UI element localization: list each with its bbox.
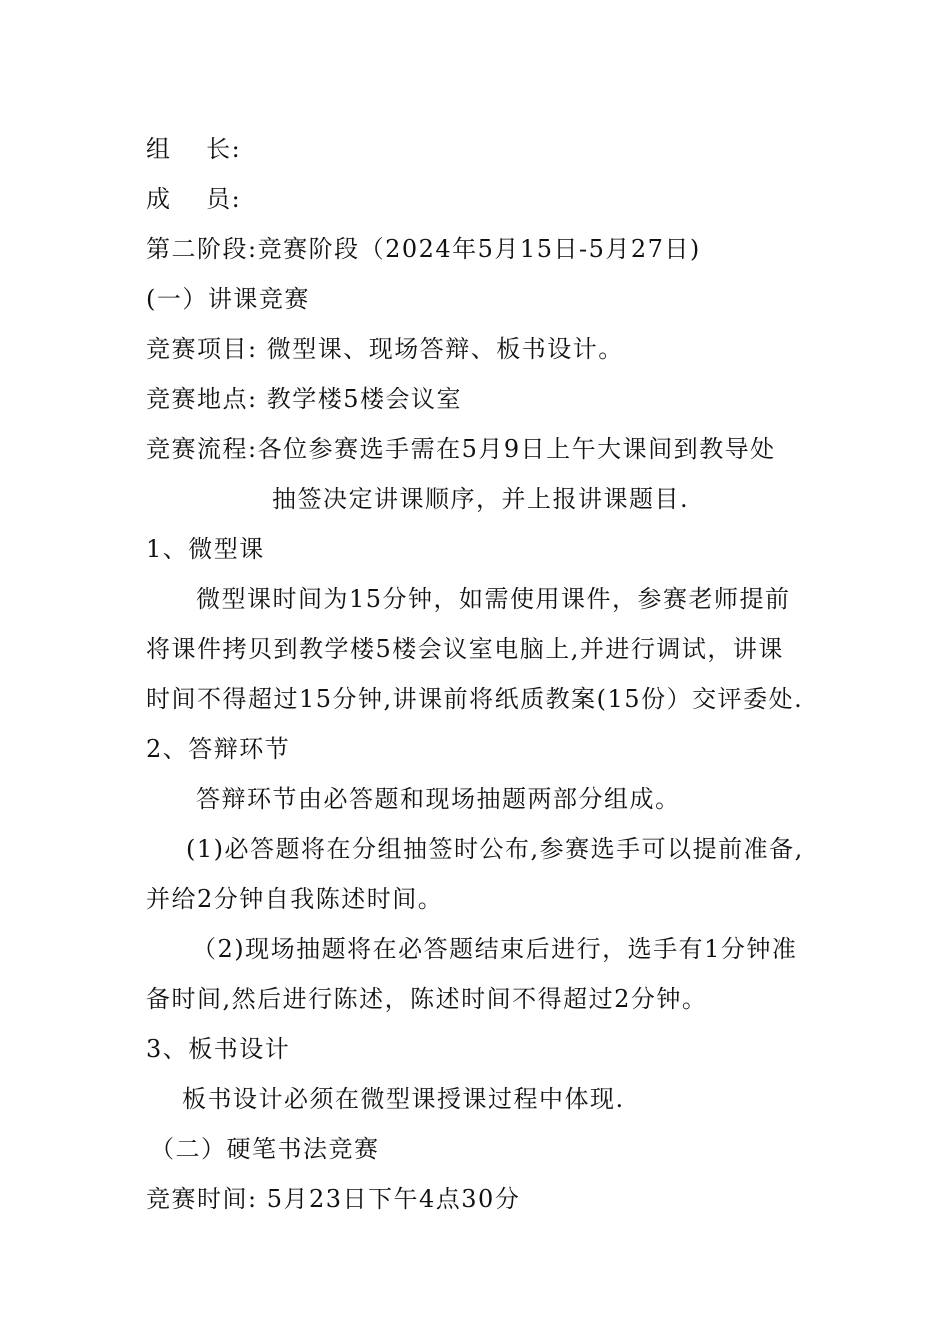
blackboard-design-paragraph: 板书设计必须在微型课授课过程中体现. xyxy=(182,1085,625,1113)
defense-item-1-line-1: (1)必答题将在分组抽签时公布,参赛选手可以提前准备, xyxy=(186,835,804,863)
subsection-defense: 2、答辩环节 xyxy=(146,735,291,763)
competition-process-continued: 抽签决定讲课顺序，并上报讲课题目. xyxy=(272,485,690,513)
competition-items: 竞赛项目: 微型课、现场答辩、板书设计。 xyxy=(146,335,624,363)
calligraphy-competition-time: 竞赛时间: 5月23日下午4点30分 xyxy=(146,1185,521,1213)
defense-item-2-line-2: 备时间,然后进行陈述，陈述时间不得超过2分钟。 xyxy=(146,985,708,1013)
subsection-blackboard-design: 3、板书设计 xyxy=(146,1035,291,1063)
competition-process: 竞赛流程:各位参赛选手需在5月9日上午大课间到教导处 xyxy=(146,435,776,463)
micro-lesson-paragraph-line-2: 将课件拷贝到教学楼5楼会议室电脑上,并进行调试，讲课 xyxy=(146,635,784,663)
subsection-micro-lesson: 1、微型课 xyxy=(146,535,265,563)
defense-intro: 答辩环节由必答题和现场抽题两部分组成。 xyxy=(196,785,681,813)
section-calligraphy-competition: （二）硬笔书法竞赛 xyxy=(150,1135,380,1163)
competition-location: 竞赛地点: 教学楼5楼会议室 xyxy=(146,385,462,413)
micro-lesson-paragraph-line-1: 微型课时间为15分钟，如需使用课件，参赛老师提前 xyxy=(196,585,791,613)
group-leader-label: 组 长: xyxy=(146,135,242,163)
micro-lesson-paragraph-line-3: 时间不得超过15分钟,讲课前将纸质教案(15份）交评委处. xyxy=(146,685,804,713)
section-lecture-competition: (一）讲课竞赛 xyxy=(146,285,310,313)
defense-item-1-line-2: 并给2分钟自我陈述时间。 xyxy=(146,885,444,913)
members-label: 成 员: xyxy=(146,185,242,213)
defense-item-2-line-1: （2)现场抽题将在必答题结束后进行，选手有1分钟准 xyxy=(192,935,798,963)
stage-two-heading: 第二阶段:竞赛阶段（2024年5月15日-5月27日) xyxy=(146,235,701,263)
